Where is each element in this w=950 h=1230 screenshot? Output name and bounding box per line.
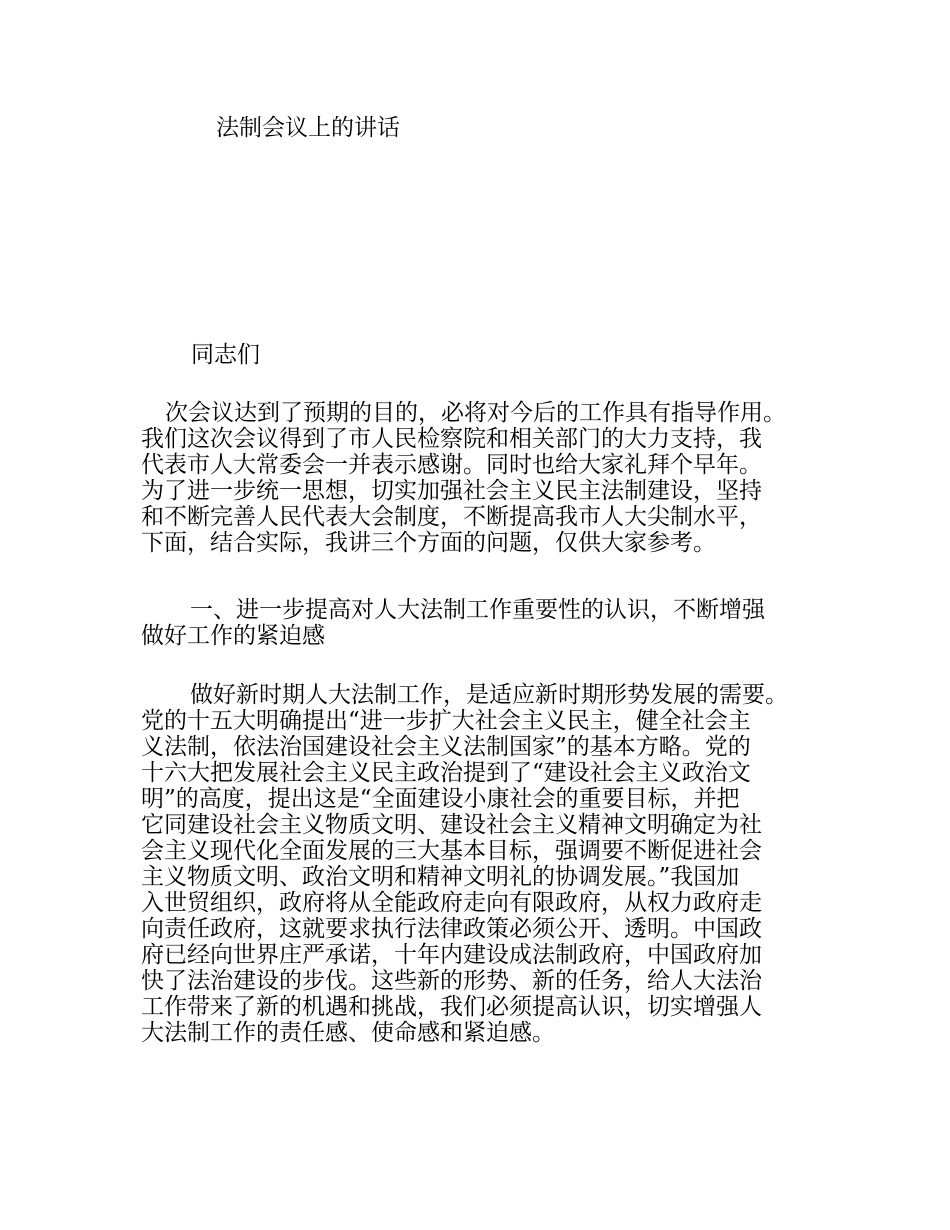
paragraph2-line: 工作带来了新的机遇和挑战，我们必须提高认识，切实增强人 <box>141 994 762 1020</box>
paragraph1-line: 和不断完善人民代表大会制度，不断提高我市人大尖制水平， <box>141 504 762 530</box>
greeting: 同志们 <box>191 342 260 368</box>
paragraph2-line: 大法制工作的责任感、使命感和紧迫感。 <box>141 1020 555 1046</box>
paragraph1-line: 为了进一步统一思想，切实加强社会主义民主法制建设，坚持 <box>141 478 762 504</box>
paragraph2-line: 十六大把发展社会主义民主政治提到了“建设社会主义政治文 <box>141 760 751 786</box>
paragraph2-line: 它同建设社会主义物质文明、建设社会主义精神文明确定为社 <box>141 812 762 838</box>
paragraph1-line: 代表市人大常委会一并表示感谢。同时也给大家礼拜个早年。 <box>141 452 762 478</box>
paragraph2-line: 会主义现代化全面发展的三大基本目标，强调要不断促进社会 <box>141 838 762 864</box>
paragraph2-line: 主义物质文明、政治文明和精神文明礼的协调发展。”我国加 <box>141 864 740 890</box>
paragraph1-line: 次会议达到了预期的目的，必将对今后的工作具有指导作用。 <box>165 400 786 426</box>
paragraph2-line: 向责任政府，这就要求执行法律政策必须公开、透明。中国政 <box>141 916 762 942</box>
paragraph2-line: 明”的高度，提出这是“全面建设小康社会的重要目标，并把 <box>141 786 740 812</box>
section-heading-line: 做好工作的紧迫感 <box>141 623 325 649</box>
paragraph1-line: 我们这次会议得到了市人民检察院和相关部门的大力支持，我 <box>141 426 762 452</box>
paragraph2-line: 府已经向世界庄严承诺，十年内建设成法制政府，中国政府加 <box>141 942 762 968</box>
document-title: 法制会议上的讲话 <box>216 115 400 141</box>
paragraph2-line: 做好新时期人大法制工作，是适应新时期形势发展的需要。 <box>190 682 788 708</box>
paragraph1-line: 下面，结合实际，我讲三个方面的问题，仅供大家参考。 <box>141 530 716 556</box>
paragraph2-line: 党的十五大明确提出“进一步扩大社会主义民主，健全社会主 <box>141 708 751 734</box>
paragraph2-line: 入世贸组织，政府将从全能政府走向有限政府，从权力政府走 <box>141 890 762 916</box>
paragraph2-line: 义法制，依法治国建设社会主义法制国家”的基本方略。党的 <box>141 734 751 760</box>
section-heading-line: 一、进一步提高对人大法制工作重要性的认识，不断增强 <box>190 597 765 623</box>
paragraph2-line: 快了法治建设的步伐。这些新的形势、新的任务，给人大法治 <box>141 968 762 994</box>
